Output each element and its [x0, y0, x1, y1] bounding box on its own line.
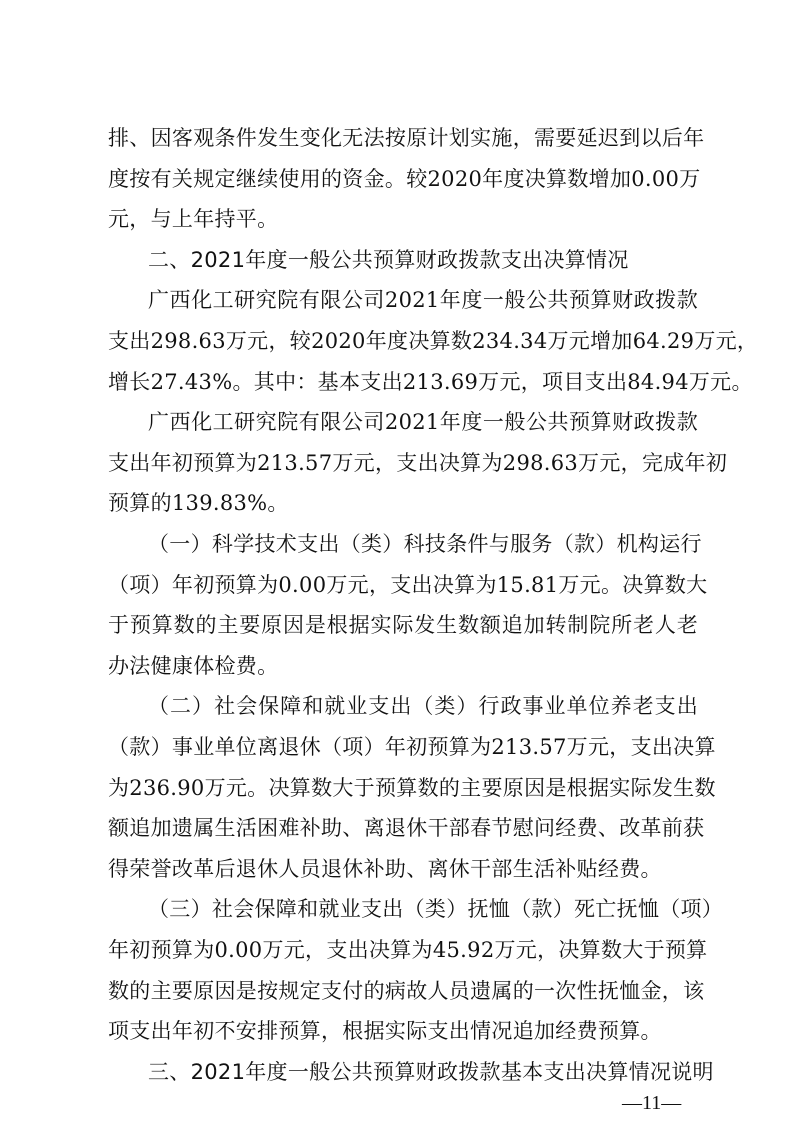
text-line: 元，与上年持平。: [108, 207, 279, 231]
text-line: 办法健康体检费。: [108, 654, 279, 678]
text-line: 额追加遗属生活困难补助、离退休干部春节慰问经费、改革前获: [108, 816, 705, 840]
text-line: 年初预算为0.00万元，支出决算为45.92万元，决算数大于预算: [108, 938, 708, 962]
text-line: （款）事业单位离退休（项）年初预算为213.57万元，支出决算: [108, 735, 716, 759]
text-line: （项）年初预算为0.00万元，支出决算为15.81万元。决算数大: [108, 573, 708, 597]
text-line: 项支出年初不安排预算，根据实际支出情况追加经费预算。: [108, 1019, 662, 1043]
text-line: 排、因客观条件发生变化无法按原计划实施，需要延迟到以后年: [108, 126, 705, 150]
text-line: 为236.90万元。决算数大于预算数的主要原因是根据实际发生数: [108, 776, 716, 800]
page-number: —11—: [622, 1092, 682, 1114]
text-line: （二）社会保障和就业支出（类）行政事业单位养老支出: [148, 694, 698, 718]
text-line: 增长27.43%。其中：基本支出213.69万元，项目支出84.94万元。: [108, 370, 753, 394]
text-line: 支出298.63万元，较2020年度决算数234.34万元增加64.29万元，: [108, 329, 759, 353]
text-line: 得荣誉改革后退休人员退休补助、离休干部生活补贴经费。: [108, 857, 662, 881]
text-line: 广西化工研究院有限公司2021年度一般公共预算财政拨款: [148, 410, 698, 434]
text-line: 度按有关规定继续使用的资金。较2020年度决算数增加0.00万: [108, 167, 701, 191]
text-line: （三）社会保障和就业支出（类）抚恤（款）死亡抚恤（项）: [148, 897, 724, 921]
section-heading: 三、2021年度一般公共预算财政拨款基本支出决算情况说明: [148, 1060, 714, 1084]
text-line: （一）科学技术支出（类）科技条件与服务（款）机构运行: [148, 532, 702, 556]
section-heading: 二、2021年度一般公共预算财政拨款支出决算情况: [148, 248, 629, 272]
text-line: 广西化工研究院有限公司2021年度一般公共预算财政拨款: [148, 288, 698, 312]
text-line: 支出年初预算为213.57万元，支出决算为298.63万元，完成年初: [108, 451, 728, 475]
text-line: 预算的139.83%。: [108, 491, 289, 515]
text-line: 于预算数的主要原因是根据实际发生数额追加转制院所老人老: [108, 613, 698, 637]
text-line: 数的主要原因是按规定支付的病故人员遗属的一次性抚恤金，该: [108, 979, 705, 1003]
